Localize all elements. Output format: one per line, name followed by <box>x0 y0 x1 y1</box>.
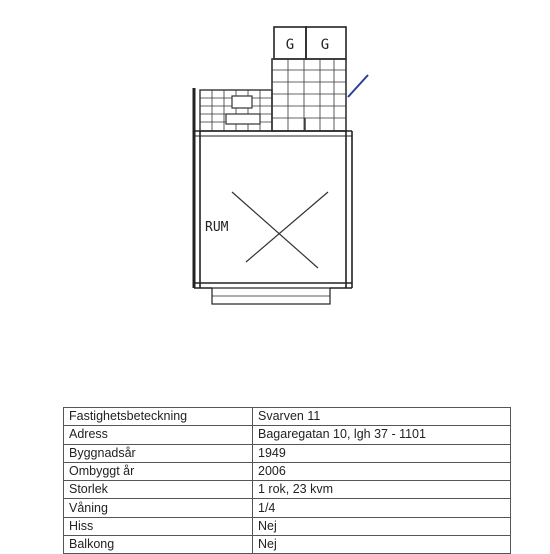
row-value: 1949 <box>253 444 511 462</box>
row-value: Nej <box>253 536 511 554</box>
row-key: Våning <box>64 499 253 517</box>
row-value: Nej <box>253 517 511 535</box>
outer-walls <box>194 88 352 304</box>
row-value: Bagaregatan 10, lgh 37 - 1101 <box>253 426 511 444</box>
room-label: RUM <box>205 220 229 235</box>
table-row <box>64 517 511 535</box>
row-key: Byggnadsår <box>64 444 253 462</box>
row-value: 1 rok, 23 kvm <box>253 481 511 499</box>
row-value: 1/4 <box>253 499 511 517</box>
garage-label-1: G <box>285 37 295 53</box>
table-row <box>64 536 511 554</box>
table-row <box>64 499 511 517</box>
stair-block <box>200 90 305 131</box>
table-row <box>64 462 511 480</box>
table-row <box>64 444 511 462</box>
table-row <box>64 426 511 444</box>
row-key: Storlek <box>64 481 253 499</box>
property-info-table <box>63 407 511 554</box>
entrance-arrow <box>348 75 368 97</box>
room-marker <box>232 192 328 268</box>
table-row <box>64 408 511 426</box>
garage-box-1 <box>274 27 306 59</box>
row-value: Svarven 11 <box>253 408 511 426</box>
row-value: 2006 <box>253 462 511 480</box>
row-key: Balkong <box>64 536 253 554</box>
row-key: Hiss <box>64 517 253 535</box>
upper-tiled-area <box>272 59 346 131</box>
garage-label-2: G <box>320 37 330 53</box>
row-key: Fastighetsbeteckning <box>64 408 253 426</box>
table-row <box>64 481 511 499</box>
row-key: Adress <box>64 426 253 444</box>
garage-box-2 <box>306 27 346 59</box>
row-key: Ombyggt år <box>64 462 253 480</box>
